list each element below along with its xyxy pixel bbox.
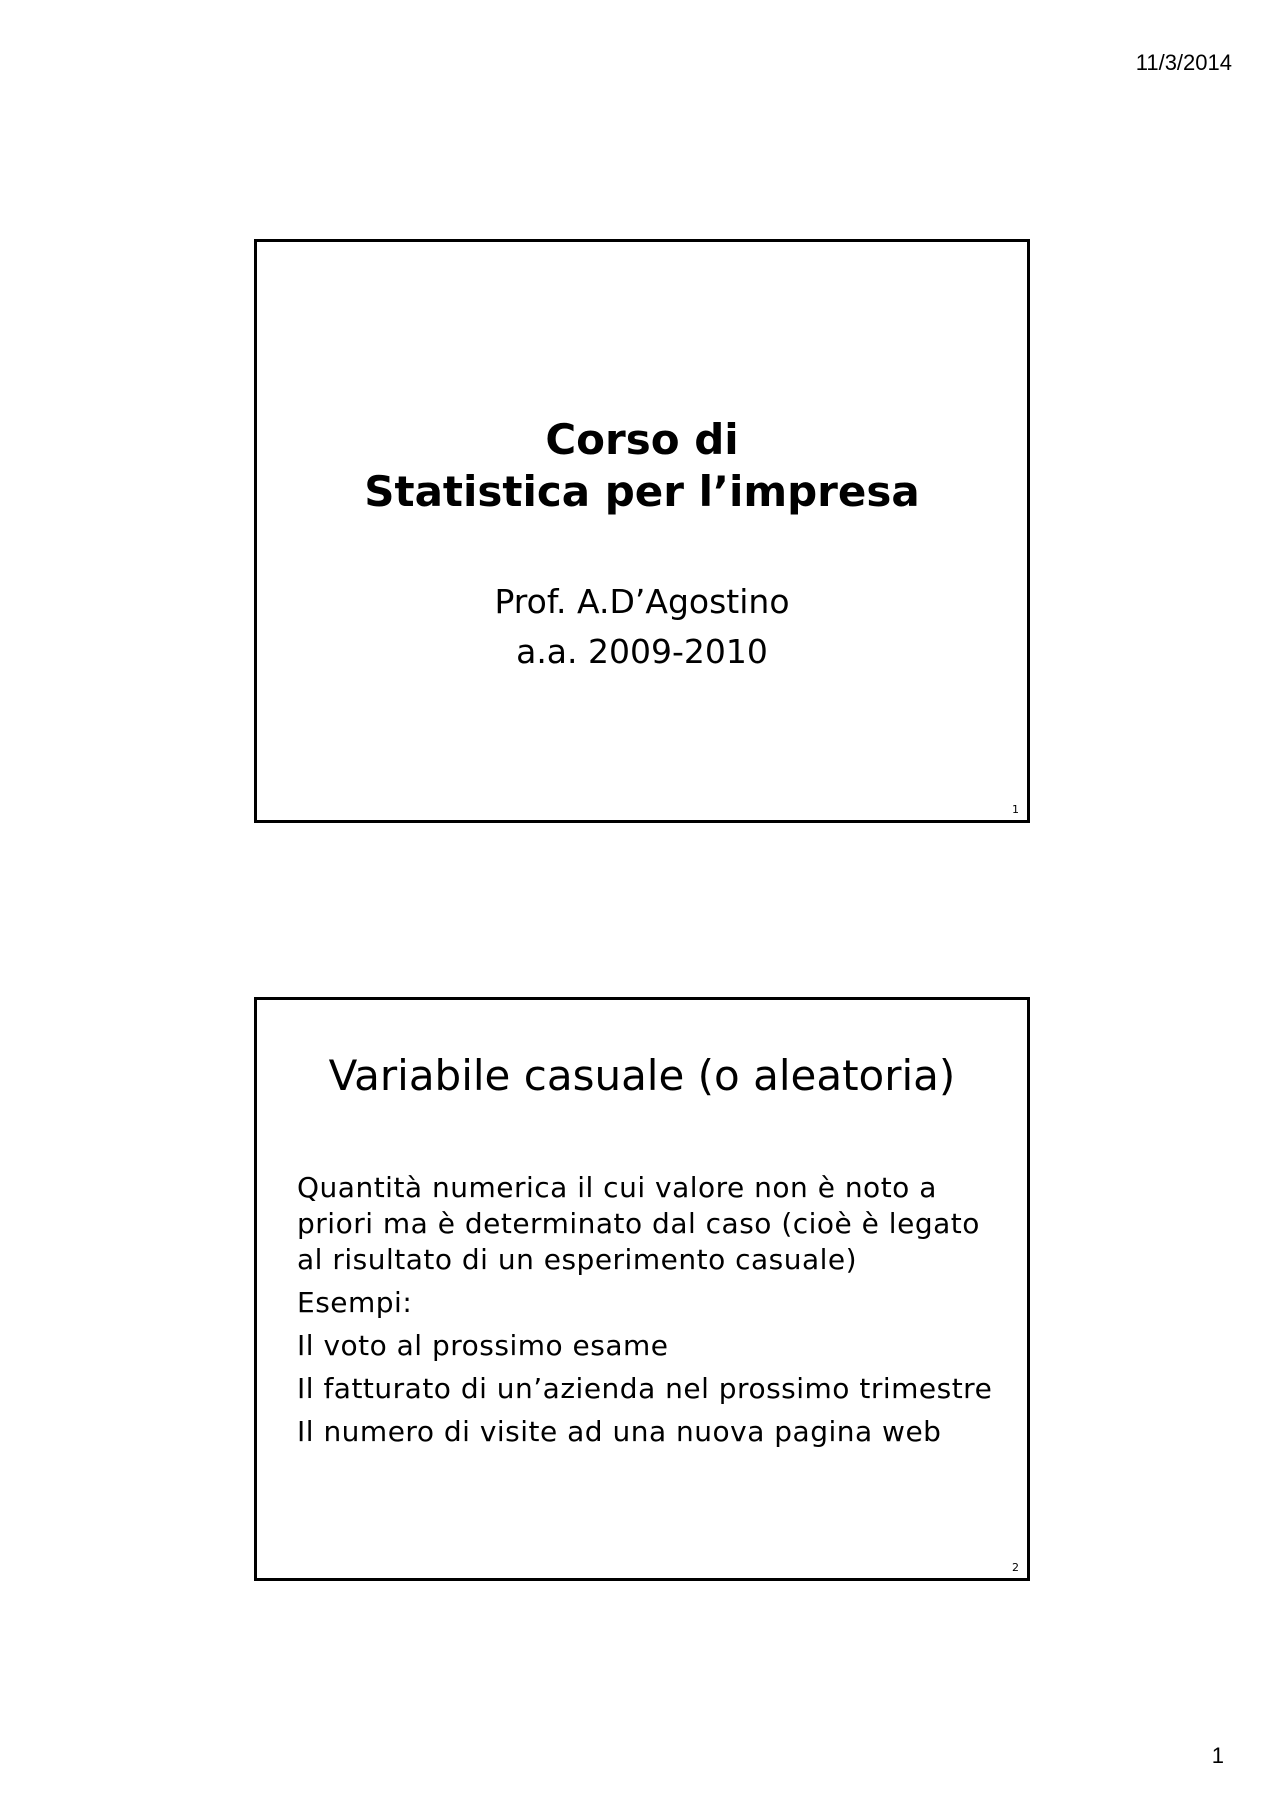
slide-2-paragraph-example-3: Il numero di visite ad una nuova pagina web: [297, 1415, 942, 1448]
slide-1-subtitle: [257, 577, 1027, 677]
slide-2-paragraph-example-2: Il fatturato di un’azienda nel prossimo trimestre: [297, 1372, 993, 1405]
slide-2-paragraph-definition: Quantità numerica il cui valore non è noto a priori ma è determinato dal caso (cioè è legato al risultato di un esperimento casuale): [297, 1171, 980, 1276]
slide-2-title: Variabile casuale (o aleatoria): [328, 1051, 956, 1100]
slide-2-paragraph-example-1: Il voto al prossimo esame: [297, 1329, 669, 1362]
slide-1: [254, 239, 1030, 823]
slide-1-title: [257, 414, 1027, 518]
slide-1-author: Prof. A.D’Agostino: [494, 582, 790, 621]
page-date: 11/3/2014: [1135, 50, 1232, 75]
slide-1-title-line-2: Statistica per l’impresa: [364, 467, 920, 516]
slide-2-body: [297, 1170, 1007, 1457]
slide-2-number: 2: [1012, 1561, 1019, 1574]
slide-1-title-line-1: Corso di: [545, 415, 739, 464]
slide-2-paragraph-examples-heading: Esempi:: [297, 1286, 413, 1319]
page-number: 1: [1211, 1743, 1224, 1768]
slide-1-number: 1: [1012, 803, 1019, 816]
slide-1-academic-year: a.a. 2009-2010: [516, 632, 768, 671]
slide-2: [254, 997, 1030, 1581]
